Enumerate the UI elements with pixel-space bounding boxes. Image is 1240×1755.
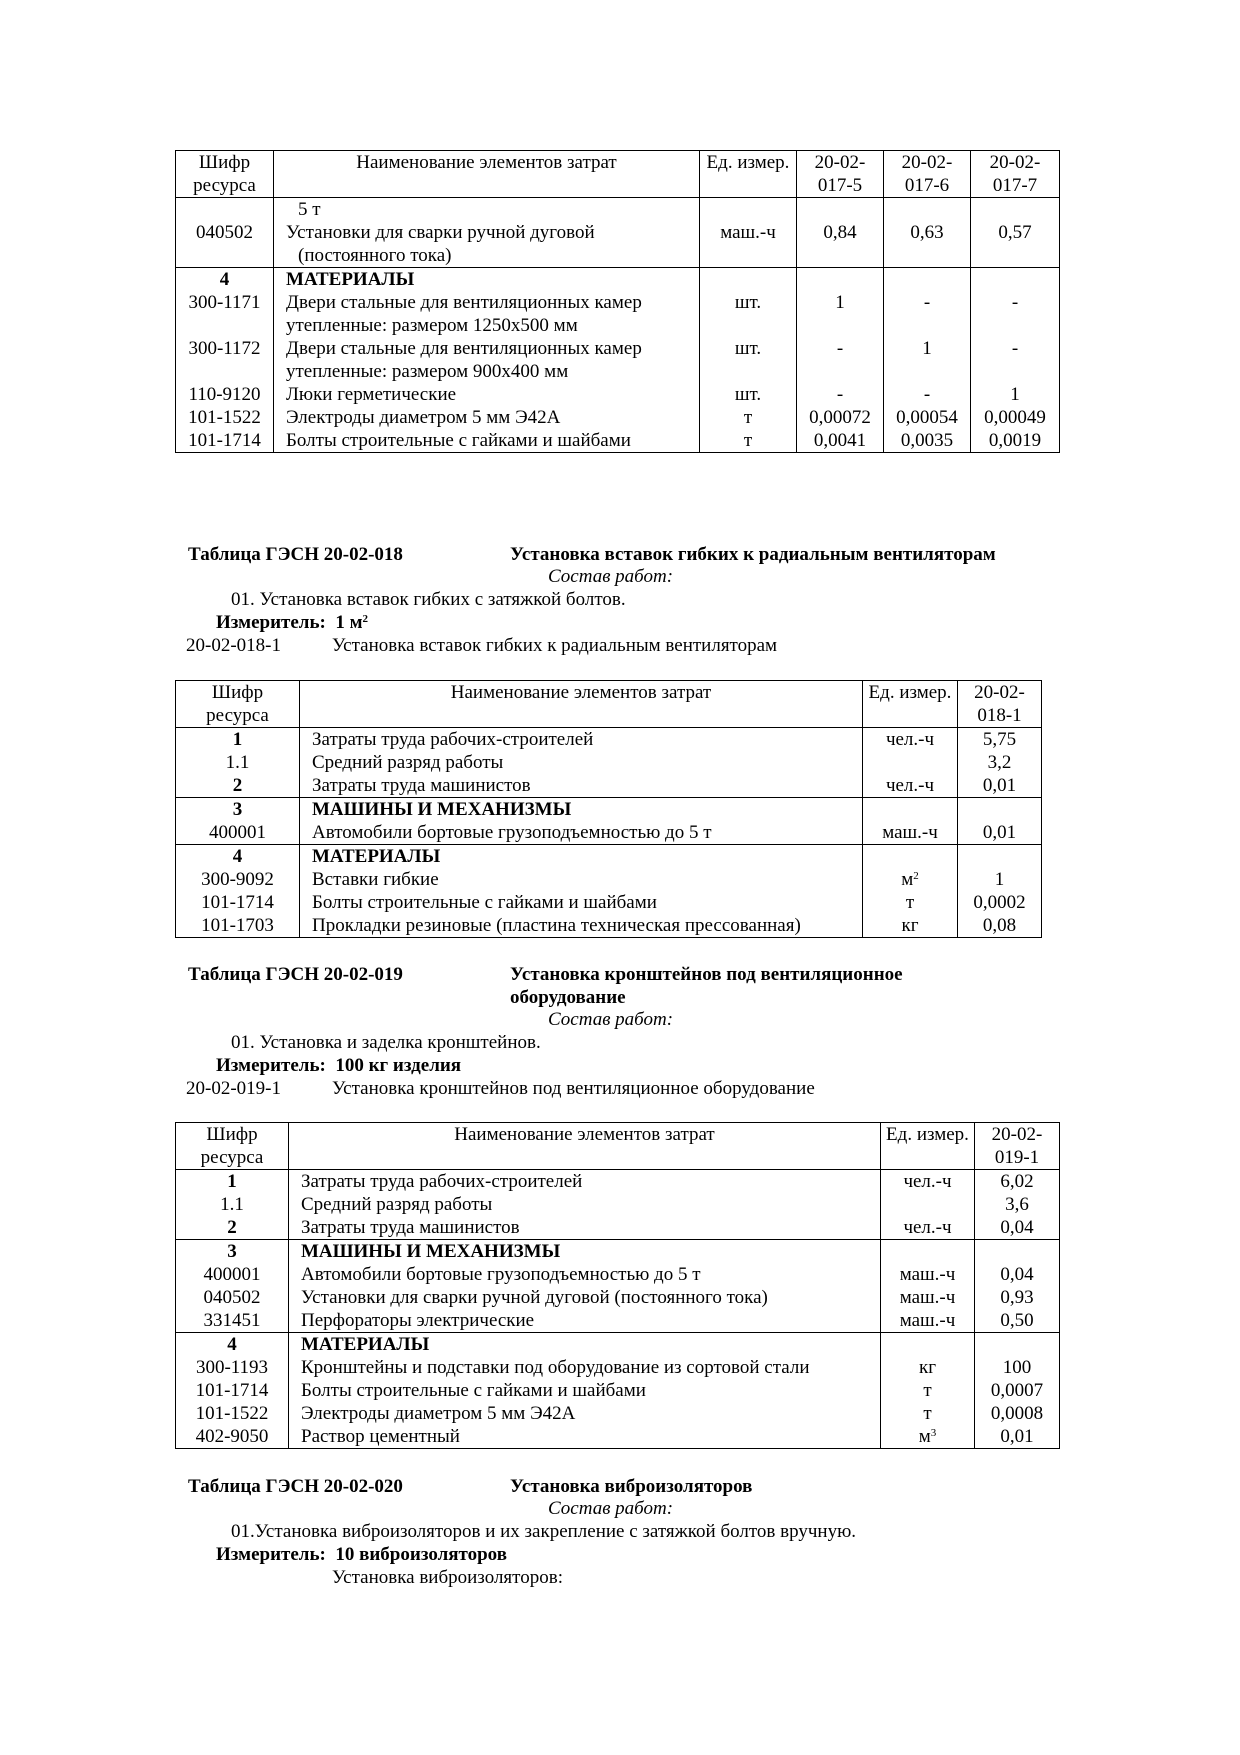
table-label: Таблица ГЭСН 20-02-019 — [188, 964, 403, 985]
resource-name: Болты строительные с гайками и шайбами — [274, 429, 700, 453]
unit: кг — [881, 1356, 975, 1379]
unit: шт. — [700, 337, 797, 383]
table-row — [176, 751, 1042, 774]
table-row — [176, 1263, 1060, 1286]
table-row — [176, 891, 1042, 914]
unit: чел.-ч — [863, 774, 958, 798]
resource-name: Автомобили бортовые грузоподъемностью до 5 т — [289, 1263, 881, 1286]
table-label: Таблица ГЭСН 20-02-020 — [188, 1476, 403, 1497]
table-20-02-018 — [175, 680, 1042, 938]
resource-name: Болты строительные с гайками и шайбами — [289, 1379, 881, 1402]
table-title: Установка вставок гибких к радиальным вентиляторам — [510, 544, 996, 565]
unit: т — [700, 429, 797, 453]
resource-code: 101-1714 — [176, 1379, 289, 1402]
col-header-code: Шифр ресурса — [176, 1123, 289, 1170]
resource-code: 3 — [176, 1240, 289, 1264]
resource-code: 400001 — [176, 821, 300, 845]
value: 0,04 — [975, 1263, 1060, 1286]
resource-code: 101-1714 — [176, 891, 300, 914]
value: - — [797, 383, 884, 406]
col-header-unit: Ед. измер. — [881, 1123, 975, 1170]
resource-code: 300-9092 — [176, 868, 300, 891]
resource-name: Вставки гибкие — [300, 868, 863, 891]
unit: чел.-ч — [881, 1170, 975, 1194]
section-row — [176, 1333, 1060, 1357]
resource-code: 101-1522 — [176, 1402, 289, 1425]
col-header-name: Наименование элементов затрат — [300, 681, 863, 728]
resource-code: 101-1714 — [176, 429, 274, 453]
composition-heading: Состав работ: — [548, 1498, 674, 1519]
resource-name: Электроды диаметром 5 мм Э42А — [274, 406, 700, 429]
table-row — [176, 1286, 1060, 1309]
table-row — [176, 1309, 1060, 1333]
col-header-unit: Ед. измер. — [863, 681, 958, 728]
resource-code: 1 — [176, 728, 300, 752]
value: 1 — [971, 383, 1060, 406]
value — [958, 798, 1042, 822]
meter-value: 10 виброизоляторов — [335, 1544, 507, 1565]
table-header-row — [176, 151, 1060, 198]
value: 0,01 — [958, 774, 1042, 798]
unit — [881, 1240, 975, 1264]
resource-code: 1.1 — [176, 1193, 289, 1216]
col-header-norm: 20-02-018-1 — [958, 681, 1042, 728]
unit: чел.-ч — [863, 728, 958, 752]
resource-name: Перфораторы электрические — [289, 1309, 881, 1333]
composition-heading: Состав работ: — [548, 566, 674, 587]
value: 0,08 — [958, 914, 1042, 938]
col-header-name: Наименование элементов затрат — [274, 151, 700, 198]
resource-name: Затраты труда рабочих-строителей — [289, 1170, 881, 1194]
table-header-row — [176, 681, 1042, 728]
table-row — [176, 868, 1042, 891]
value: 0,0008 — [975, 1402, 1060, 1425]
unit — [881, 1193, 975, 1216]
value: 0,00054 — [884, 406, 971, 429]
resource-name: Кронштейны и подставки под оборудование из сортовой стали — [289, 1356, 881, 1379]
value: 0,00049 — [971, 406, 1060, 429]
resource-name: МАШИНЫ И МЕХАНИЗМЫ — [300, 798, 863, 822]
table-row — [176, 1193, 1060, 1216]
name-line: (постоянного тока) — [298, 245, 452, 266]
table-row — [176, 291, 1060, 337]
unit: маш.-ч — [881, 1309, 975, 1333]
value: 1 — [884, 337, 971, 383]
resource-name: МАТЕРИАЛЫ — [300, 845, 863, 869]
table-row — [176, 383, 1060, 406]
unit: маш.-ч — [863, 821, 958, 845]
table-20-02-017 — [175, 150, 1060, 453]
value: - — [797, 337, 884, 383]
norm-code: 20-02-019-1 — [186, 1078, 281, 1099]
table-row — [176, 429, 1060, 453]
resource-code: 300-1172 — [176, 337, 274, 383]
table-row — [176, 1425, 1060, 1449]
value: 0,50 — [975, 1309, 1060, 1333]
name-prefix: 5 т — [298, 199, 321, 220]
table-title: Установка виброизоляторов — [510, 1476, 753, 1497]
col-header-code: Шифр ресурса — [176, 151, 274, 198]
section-title: МАТЕРИАЛЫ — [274, 268, 700, 292]
resource-name: Болты строительные с гайками и шайбами — [300, 891, 863, 914]
resource-code: 101-1703 — [176, 914, 300, 938]
resource-name: Раствор цементный — [289, 1425, 881, 1449]
unit — [881, 1333, 975, 1357]
norm-name: Установка вставок гибких к радиальным вентиляторам — [332, 635, 778, 656]
table-row — [176, 1379, 1060, 1402]
unit: маш.-ч — [700, 198, 797, 268]
value: 0,93 — [975, 1286, 1060, 1309]
meter-label: Измеритель: — [216, 612, 326, 633]
value: 1 — [797, 291, 884, 337]
meter-label: Измеритель: — [216, 1055, 326, 1076]
table-row — [176, 1216, 1060, 1240]
table-row — [176, 1170, 1060, 1194]
table-row — [176, 1402, 1060, 1425]
meter-line — [216, 1055, 461, 1077]
value — [975, 1333, 1060, 1357]
resource-name: Затраты труда рабочих-строителей — [300, 728, 863, 752]
resource-name: Прокладки резиновые (пластина техническая прессованная) — [300, 914, 863, 938]
meter-sup: 2 — [362, 613, 369, 625]
composition-heading: Состав работ: — [548, 1009, 674, 1030]
norm-name: Установка виброизоляторов: — [332, 1567, 563, 1588]
table-row — [176, 728, 1042, 752]
unit: маш.-ч — [881, 1286, 975, 1309]
resource-code: 1 — [176, 1170, 289, 1194]
table-row — [176, 774, 1042, 798]
resource-name: Люки герметические — [274, 383, 700, 406]
table-title-line1: Установка кронштейнов под вентиляционное — [510, 964, 903, 985]
col-header-name: Наименование элементов затрат — [289, 1123, 881, 1170]
table-title-line2: оборудование — [510, 987, 626, 1008]
meter-line — [216, 1544, 507, 1566]
table-row — [176, 406, 1060, 429]
resource-code: 040502 — [176, 198, 274, 268]
unit: кг — [863, 914, 958, 938]
resource-code: 1.1 — [176, 751, 300, 774]
value: 1 — [958, 868, 1042, 891]
resource-name: Автомобили бортовые грузоподъемностью до 5 т — [300, 821, 863, 845]
operation-item: 01. Установка вставок гибких с затяжкой болтов. — [231, 589, 626, 610]
table-row — [176, 337, 1060, 383]
resource-name: Двери стальные для вентиляционных камер утепленные: размером 1250х500 мм — [274, 291, 700, 337]
value: - — [971, 337, 1060, 383]
operation-item: 01. Установка и заделка кронштейнов. — [231, 1032, 541, 1053]
table-label: Таблица ГЭСН 20-02-018 — [188, 544, 403, 565]
unit: т — [881, 1402, 975, 1425]
value: - — [884, 383, 971, 406]
section-row — [176, 1240, 1060, 1264]
unit: т — [863, 891, 958, 914]
resource-code: 300-1171 — [176, 291, 274, 337]
table-row — [176, 914, 1042, 938]
unit — [863, 845, 958, 869]
value: 0,01 — [958, 821, 1042, 845]
value: 0,00072 — [797, 406, 884, 429]
unit: шт. — [700, 383, 797, 406]
value: - — [884, 291, 971, 337]
table-row — [176, 821, 1042, 845]
resource-name: Установки для сварки ручной дуговой (постоянного тока) — [289, 1286, 881, 1309]
resource-code: 110-9120 — [176, 383, 274, 406]
resource-code: 4 — [176, 1333, 289, 1357]
unit: маш.-ч — [881, 1263, 975, 1286]
operation-item: 01.Установка виброизоляторов и их закрепление с затяжкой болтов вручную. — [231, 1521, 857, 1542]
resource-code: 2 — [176, 1216, 289, 1240]
col-header-norm: 20-02-017-5 — [797, 151, 884, 198]
value: 0,0007 — [975, 1379, 1060, 1402]
meter-label: Измеритель: — [216, 1544, 326, 1565]
table-row — [176, 198, 1060, 268]
value: - — [971, 291, 1060, 337]
unit: шт. — [700, 291, 797, 337]
value: 3,6 — [975, 1193, 1060, 1216]
col-header-code: Шифр ресурса — [176, 681, 300, 728]
resource-code: 300-1193 — [176, 1356, 289, 1379]
resource-code: 2 — [176, 774, 300, 798]
unit-text: м — [901, 869, 914, 890]
resource-code: 400001 — [176, 1263, 289, 1286]
meter-line — [216, 612, 368, 634]
meter-value: 100 кг изделия — [335, 1055, 462, 1076]
resource-name: Средний разряд работы — [300, 751, 863, 774]
col-header-unit: Ед. измер. — [700, 151, 797, 198]
value: 0,0041 — [797, 429, 884, 453]
section-number: 4 — [176, 268, 274, 292]
table-20-02-019 — [175, 1122, 1060, 1449]
meter-value: 1 м — [335, 612, 363, 633]
value — [975, 1240, 1060, 1264]
resource-name: Электроды диаметром 5 мм Э42А — [289, 1402, 881, 1425]
value: 0,57 — [971, 198, 1060, 268]
unit — [863, 798, 958, 822]
resource-code: 331451 — [176, 1309, 289, 1333]
resource-name: Средний разряд работы — [289, 1193, 881, 1216]
value: 5,75 — [958, 728, 1042, 752]
value: 100 — [975, 1356, 1060, 1379]
table-header-row — [176, 1123, 1060, 1170]
value: 0,01 — [975, 1425, 1060, 1449]
resource-code: 402-9050 — [176, 1425, 289, 1449]
resource-name: Двери стальные для вентиляционных камер утепленные: размером 900х400 мм — [274, 337, 700, 383]
value: 0,84 — [797, 198, 884, 268]
value: 0,0002 — [958, 891, 1042, 914]
value — [958, 845, 1042, 869]
unit: чел.-ч — [881, 1216, 975, 1240]
value: 6,02 — [975, 1170, 1060, 1194]
resource-code: 040502 — [176, 1286, 289, 1309]
unit — [881, 1425, 975, 1449]
resource-name — [274, 198, 700, 268]
section-row — [176, 798, 1042, 822]
resource-name: МАШИНЫ И МЕХАНИЗМЫ — [289, 1240, 881, 1264]
resource-code: 4 — [176, 845, 300, 869]
resource-name: Затраты труда машинистов — [289, 1216, 881, 1240]
unit — [863, 751, 958, 774]
unit: т — [881, 1379, 975, 1402]
section-row — [176, 268, 1060, 292]
unit: т — [700, 406, 797, 429]
col-header-norm: 20-02-017-7 — [971, 151, 1060, 198]
unit — [863, 868, 958, 891]
col-header-norm: 20-02-017-6 — [884, 151, 971, 198]
unit-exponent: 2 — [913, 870, 919, 882]
unit-exponent: 3 — [930, 1427, 937, 1439]
resource-name: Затраты труда машинистов — [300, 774, 863, 798]
value: 0,63 — [884, 198, 971, 268]
table-row — [176, 1356, 1060, 1379]
col-header-norm: 20-02-019-1 — [975, 1123, 1060, 1170]
norm-code: 20-02-018-1 — [186, 635, 281, 656]
norm-name: Установка кронштейнов под вентиляционное оборудование — [332, 1078, 815, 1099]
section-row — [176, 845, 1042, 869]
value: 0,04 — [975, 1216, 1060, 1240]
value: 0,0019 — [971, 429, 1060, 453]
resource-code: 101-1522 — [176, 406, 274, 429]
unit-text: м — [918, 1426, 931, 1447]
resource-code: 3 — [176, 798, 300, 822]
name-line: Установки для сварки ручной дуговой — [286, 222, 595, 243]
value: 3,2 — [958, 751, 1042, 774]
resource-name: МАТЕРИАЛЫ — [289, 1333, 881, 1357]
value: 0,0035 — [884, 429, 971, 453]
